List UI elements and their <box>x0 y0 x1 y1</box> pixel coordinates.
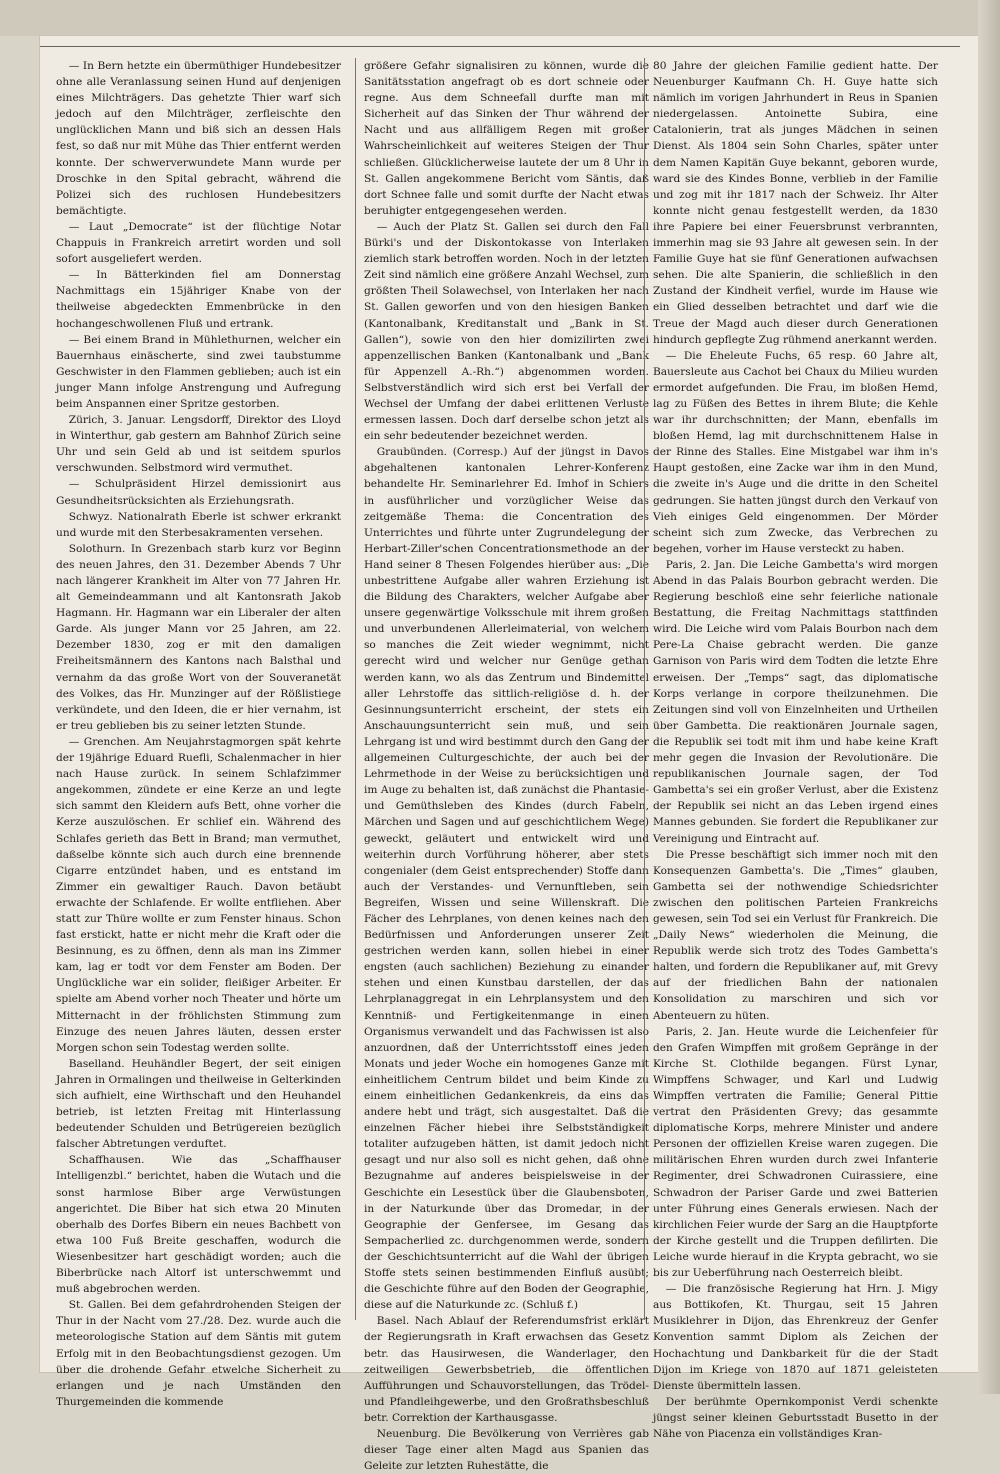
news-item: Neuenburg. Die Bevölkerung von Verrières gab dieser Tage einer alten Magd aus Spanien das Geleite zur letzten Ruhestätte, die <box>364 1427 649 1473</box>
column-divider <box>644 58 645 1320</box>
news-item: — In Bern hetzte ein übermüthiger Hundebesitzer ohne alle Veranlassung seinen Hund auf denjenigen eines Milchträgers. Das gehetzte Thier warf sich jedoch auf den Milchträger, zerfleischte den unglücklichen Mann und biß sich an dessen Hals fest, so daß nur mit Mühe das Thier entfernt werden konnte. Der schwerverwundete Mann wurde per Droschke in den Spital gebracht, während die Polizei sich des ruchlosen Hundebesitzers bemächtigte. <box>56 60 341 217</box>
column-divider <box>355 58 356 1320</box>
news-item: Basel. Nach Ablauf der Referendumsfrist erklärt der Regierungsrath in Kraft erwachsen das Gesetz betr. das Hausirwesen, die Wanderlager, den zeitweiligen Gewerbsbetrieb, die öffentlichen Aufführungen und Schauvorstellungen, das Trödel- und Pfandleihgewerbe, und den Großrathsbeschluß betr. Correktion der Karthausgasse. <box>364 1315 649 1424</box>
news-item: — Die Eheleute Fuchs, 65 resp. 60 Jahre alt, Bauersleute aus Cachot bei Chaux du Milieu wurden ermordet aufgefunden. Die Frau, im bloßen Hemd, lag zu Füßen des Bettes in ihrem Blute; die Kehle war ihr durchschnitten; der Mann, ebenfalls im bloßen Hemd, lag mit durchschnittenem Halse in der Rinne des Stalles. Eine Mistgabel war ihm in's Haupt gestoßen, eine Zacke war ihm in den Mund, die zweite in's Auge und die dritte in den Scheitel gedrungen. Sie hatten jüngst durch den Verkauf von Vieh einiges Geld eingenommen. Der Mörder scheint sich zum Zwecke, das Verbrechen zu begehen, vorher im Hause versteckt zu haben. <box>653 349 938 555</box>
news-item: St. Gallen. Bei dem gefahrdrohenden Steigen der Thur in der Nacht vom 27./28. Dez. wurde auch die meteorologische Station auf dem Säntis mit gutem Erfolg mit in den Beobachtungsdienst gezogen. Um über die drohende Gefahr etwelche Sicherheit zu erlangen und je nach Umständen den Thurgemeinden die kommende <box>56 1299 341 1408</box>
news-item: Schaffhausen. Wie das „Schaffhauser Intelligenzbl.“ berichtet, haben die Wutach und die sonst harmlose Biber arge Verwüstungen angerichtet. Die Biber hat sich etwa 20 Minuten oberhalb des Dorfes Bibern ein neues Bachbett von etwa 100 Fuß Breite geschaffen, wodurch die Wiesenbesitzer hart geschädigt worden; auch die Biberbrücke nach Altorf ist unterschwemmt und muß abgebrochen werden. <box>56 1154 341 1296</box>
news-item: — Grenchen. Am Neujahrstagmorgen spät kehrte der 19jährige Eduard Ruefli, Schalenmacher in hier nach Hause zurück. In seinem Schlafzimmer angekommen, zündete er eine Kerze an und legte sich sammt den Kleidern aufs Bett, ohne vorher die Kerze auszulöschen. Er schlief ein. Während des Schlafes gerieth das Bett in Brand; man vermuthet, daßselbe könnte sich auch durch eine brennende Cigarre entzündet haben, und es entstand im Zimmer ein gewaltiger Rauch. Davon betäubt erwachte der Schlafende. Er wollte entfliehen. Aber statt zur Thüre wollte er zum Fenster hinaus. Schon fast erstickt, hatte er nicht mehr die Kraft oder die Besinnung, es zu öffnen, denn als man ins Zimmer kam, lag er todt vor dem Fenster am Boden. Der Unglückliche war ein solider, fleißiger Arbeiter. Er spielte am Abend vorher noch Theater und hörte um Mitternacht in der fröhlichsten Stimmung zum Einzuge des neuen Jahres läuten, dessen erster Morgen schon sein Todestag werden sollte. <box>56 735 341 1054</box>
news-item-continued: 80 Jahre der gleichen Familie gedient hatte. Der Neuenburger Kaufmann Ch. H. Guye hatte sich nämlich im vorigen Jahrhundert in Reus in Spanien niedergelassen. Antoinette Subira, eine Catalonierin, trat als junges Mädchen in seinen Dienst. Als 1804 sein Sohn Charles, später unter dem Namen Kapitän Guye bekannt, geboren wurde, ward sie des Kindes Bonne, verblieb in der Familie und zog mit ihr 1817 nach der Schweiz. Ihr Alter konnte nicht genau festgestellt werden, da 1830 ihre Papiere bei einer Feuersbrunst verbrannten, immerhin mag sie 93 Jahre alt gewesen sein. In der Familie Guye hat sie fünf Generationen aufwachsen sehen. Die alte Spanierin, die schließlich in den Zustand der Kindheit verfiel, wurde im Hause wie ein Glied desselben betrachtet und darf wie die Treue der Magd auch dieser durch Generationen hindurch gepflegte Zug rühmend anerkannt werden. <box>653 60 938 346</box>
news-item: — In Bätterkinden fiel am Donnerstag Nachmittags ein 15jähriger Knabe von der theilweise abgedeckten Emmenbrücke in den hochangeschwollenen Fluß und ertrank. <box>56 269 341 330</box>
column-1 <box>56 58 341 1408</box>
news-item: Paris, 2. Jan. Die Leiche Gambetta's wird morgen Abend in das Palais Bourbon gebracht werden. Die Regierung beschloß eine sehr feierliche nationale Bestattung, die Freitag Nachmittags stattfinden wird. Die Leiche wird vom Palais Bourbon nach dem Pere-La Chaise gebracht werden. Die ganze Garnison von Paris wird dem Todten die letzte Ehre erweisen. Der „Temps“ sagt, das diplomatische Korps verlange in corpore theilzunehmen. Die Zeitungen sind voll von Einzelnheiten und Urtheilen über Gambetta. Die reaktionären Journale sagen, die Republik sei todt mit ihm und habe keine Kraft mehr gegen die Invasion der Revolutionäre. Die republikanischen Journale sagen, der Tod Gambetta's sei ein großer Verlust, aber die Existenz der Republik sei nicht an das Leben irgend eines Mannes gebunden. Sie fordert die Republikaner zur Vereinigung und Eintracht auf. <box>653 558 938 845</box>
news-item: — Auch der Platz St. Gallen sei durch den Fall Bürki's und der Diskontokasse von Interlaken ziemlich stark betroffen worden. Noch in der letzten Zeit sind nämlich eine größere Anzahl Wechsel, zum größten Theil Solawechsel, von Interlaken her nach St. Gallen geworfen und von den hiesigen Banken (Kantonalbank, Kreditanstalt und „Bank in St. Gallen“), sowie von den hier domizilirten zwei appenzellischen Banken (Kantonalbank und „Bank für Appenzell A.-Rh.“) abgenommen worden. Selbstverständlich wird sich erst bei Verfall der Wechsel der Umfang der dabei erlittenen Verluste ermessen lassen. Doch darf derselbe schon jetzt als ein sehr bedeutender bezeichnet werden. <box>364 220 649 443</box>
news-item: Zürich, 3. Januar. Lengsdorff, Direktor des Lloyd in Winterthur, gab gestern am Bahnhof Zürich seine Uhr und sein Geld ab und ist seitdem spurlos verschwunden. Selbstmord wird vermuthet. <box>56 414 341 475</box>
column-2 <box>364 58 649 1473</box>
news-item: Der berühmte Opernkomponist Verdi schenkte jüngst seiner kleinen Geburtsstadt Busetto in der Nähe von Piacenza ein vollständiges Kran- <box>653 1395 938 1440</box>
news-item: Schwyz. Nationalrath Eberle ist schwer erkrankt und wurde mit den Sterbesakramenten versehen. <box>56 510 341 539</box>
news-item: Graubünden. (Corresp.) Auf der jüngst in Davos abgehaltenen kantonalen Lehrer-Konferenz behandelte Hr. Seminarlehrer Ed. Imhof in Schiers in ausführlicher und vorzüglicher Weise das zeitgemäße Thema: die Concentration des Unterrichtes und führte unter Zugrundelegung der Herbart-Ziller'schen Concentrationsmethode an der Hand seiner 8 Thesen Folgendes hierüber aus: „Die unbestrittene Aufgabe aller wahren Erziehung ist die Bildung des Charakters, welcher Aufgabe aber unsere gegenwärtige Volksschule mit ihrem großen und unverbundenen Allerleimaterial, von welchem so manches die Zeit wieder wegnimmt, nicht gerecht wird und welcher nur Genüge gethan werden kann, wo als das Zentrum und Bindemittel aller Lehrstoffe das sittlich-religiöse d. h. der Gesinnungsunterricht erscheint, der stets ein Anschauungsunterricht sein muß, und sein Lehrgang ist und wird bestimmt durch den Gang der allgemeinen Culturgeschichte, der auch bei der Lehrmethode in der Weise zu berücksichtigen und im Auge zu behalten ist, daß zunächst die Phantasie- und Gemüthsleben des Kindes (durch Fabeln, Märchen und Sagen und auf geschichtlichem Wege) geweckt, geläutert und entwickelt wird und weiterhin durch Vorführung höherer, aber stets congenialer (dem Geist entsprechender) Stoffe dann auch der Verstandes- und Vernunftleben, sein Begreifen, Wissen und seine Willenskraft. Die Fächer des Lehrplanes, von denen keines nach den Bedürfnissen und Anforderungen unserer Zeit gestrichen werden kann, sollen hiebei in einer engsten (auch sachlichen) Beziehung zu einander stehen und einen Kunstbau darstellen, der das Lehrplanaggregat in ein Lehrplansystem und den Kenntniß- und Fertigkeitenmange in einen Organismus verwandelt und das Fachwissen ist also anzuordnen, daß der Unterrichtsstoff eines jeden Monats und jeder Woche ein homogenes Ganze mit einheitlichem Centrum bildet und beim Kinde zu einem einheitlichen Gedankenkreis, da eins das andere hebt und trägt, sich ausgestaltet. Daß die einzelnen Fächer hiebei ihre Selbstständigkeit totaliter aufzugeben hätten, ist damit jedoch nicht gesagt und nur also soll es nicht gehen, daß ohne Bezugnahme auf anderes beispielsweise in der Geschichte ein Lesestück über die Glaubensboten, in der Naturkunde über das Dromedar, in der Geographie der Genfersee, im Gesang das Sempacherlied zc. durchgenommen werde, sondern der Geschichtsunterricht auf die Wahl der übrigen Stoffe stets seinen bestimmenden Einfluß ausübt; die Geschichte führe auf den Boden der Geographie, diese auf die Naturkunde zc. (Schluß f.) <box>364 446 649 1312</box>
news-item: — Bei einem Brand in Mühlethurnen, welcher ein Bauernhaus einäscherte, sind zwei taubstumme Geschwister in den Flammen geblieben; auch ist ein junger Mann infolge Anstrengung und Aufregung beim Anspannen einer Spritze gestorben. <box>56 333 341 410</box>
column-3 <box>653 58 938 1440</box>
news-item: Die Presse beschäftigt sich immer noch mit den Konsequenzen Gambetta's. Die „Times“ glauben, Gambetta sei der nothwendige Schiedsrichter zwischen den politischen Parteien Frankreichs gewesen, sein Tod sei ein Verlust für Frankreich. Die „Daily News“ wiederholen die Meinung, die Republik werde sich trotz des Todes Gambetta's halten, und fordern die Republikaner auf, mit Grevy auf der friedlichen Bahn der nationalen Konsolidation zu marschiren und sich vor Abenteuern zu hüten. <box>653 848 938 1022</box>
news-item: — Laut „Democrate“ ist der flüchtige Notar Chappuis in Frankreich arretirt worden und soll sofort ausgeliefert werden. <box>56 220 341 266</box>
scan-border-top <box>0 0 1000 36</box>
news-item: Paris, 2. Jan. Heute wurde die Leichenfeier für den Grafen Wimpffen mit großem Gepränge in der Kirche St. Clothilde begangen. Fürst Lynar, Wimpffens Schwager, und Karl und Ludwig Wimpffen vertraten die Familie; General Pittie vertrat den Präsidenten Grevy; das gesammte diplomatische Korps, mehrere Minister und andere Personen der offiziellen Kreise waren zugegen. Die militärischen Ehren wurden durch zwei Infanterie Regimenter, drei Schwadronen Cuirassiere, eine Schwadron der Pariser Garde und zwei Batterien unter Führung eines Generals erwiesen. Nach der kirchlichen Feier wurde der Sarg an die Hauptpforte der Kirche gestellt und die Truppen defilirten. Die Leiche wurde hierauf in die Krypta gebracht, wo sie bis zur Ueberführung nach Oesterreich bleibt. <box>653 1025 938 1280</box>
header-rule <box>40 46 960 47</box>
news-item: — Die französische Regierung hat Hrn. J. Migy aus Bottikofen, Kt. Thurgau, seit 15 Jahren Musiklehrer in Dijon, das Ehrenkreuz der Genfer Konvention sammt Diplom als Zeichen der Hochachtung und Dankbarkeit für die der Stadt Dijon im Kriege von 1870 auf 1871 geleisteten Dienste übermitteln lassen. <box>653 1283 938 1392</box>
scan-border-right <box>978 0 1000 1394</box>
news-item: — Schulpräsident Hirzel demissionirt aus Gesundheitsrücksichten als Erziehungsrath. <box>56 478 341 507</box>
news-item-continued: größere Gefahr signalisiren zu können, wurde die Sanitätsstation angefragt ob es dort schneie oder regne. Aus dem Schneefall durfte man mit Sicherheit auf das Sinken der Thur während der Nacht und aus allfälligem Regen mit großer Wahrscheinlichkeit auf weiteres Steigen der Thur schließen. Glücklicherweise lautete der um 8 Uhr in St. Gallen angekommene Bericht vom Säntis, daß dort Schnee falle und somit durfte der Nacht etwas beruhigter entgegengesehen werden. <box>364 60 649 217</box>
news-item: Baselland. Heuhändler Begert, der seit einigen Jahren in Ormalingen und theilweise in Gelterkinden sich aufhielt, eine Wirthschaft und den Heuhandel betrieb, ist letzten Freitag mit Hinterlassung bedeutender Schulden und Betrügereien bezüglich falscher Abtretungen verduftet. <box>56 1057 341 1151</box>
news-item: Solothurn. In Grezenbach starb kurz vor Beginn des neuen Jahres, den 31. Dezember Abends 7 Uhr nach längerer Krankheit im Alter von 77 Jahren Hr. alt Gemeindeammann und alt Kantonsrath Jakob Hagmann. Hr. Hagmann war ein Liberaler der alten Garde. Als junger Mann vor 25 Jahren, am 22. Dezember 1830, zog er mit den damaligen Freiheitsmännern des Kantons nach Balsthal und vernahm da das große Wort von der Souveranetät des Volkes, das Hr. Munzinger auf der Rößlistiege verkündete, und den Ideen, die er hier vernahm, ist er treu geblieben bis zu seiner letzten Stunde. <box>56 542 341 732</box>
